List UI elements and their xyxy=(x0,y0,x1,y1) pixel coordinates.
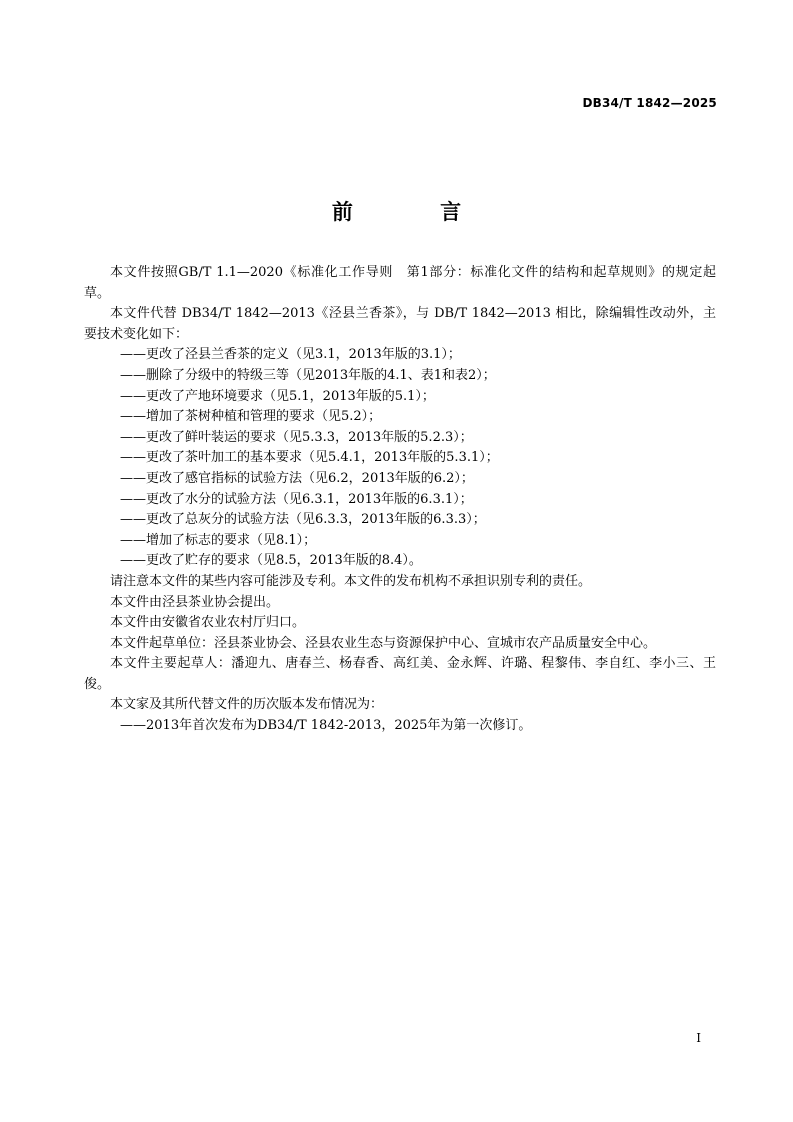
change-item: ——增加了茶树种植和管理的要求（见5.2）； xyxy=(120,409,382,425)
change-item: ——更改了泾县兰香茶的定义（见3.1，2013年版的3.1）； xyxy=(120,347,461,363)
paragraph-patent-notice: 请注意本文件的某些内容可能涉及专利。本文件的发布机构不承担识别专利的责任。 xyxy=(110,573,592,589)
change-item: ——更改了产地环境要求（见5.1，2013年版的5.1）； xyxy=(120,388,435,404)
change-item: ——更改了感官指标的试验方法（见6.2，2013年版的6.2）； xyxy=(120,470,474,486)
document-code: DB34/T 1842—2025 xyxy=(582,96,717,110)
change-item: ——更改了水分的试验方法（见6.3.1，2013年版的6.3.1）； xyxy=(120,491,473,507)
foreword-body xyxy=(84,263,716,737)
paragraph-replacement: 本文件代替 DB34/T 1842—2013《泾县兰香茶》，与 DB/T 1842—2013 相比，除编辑性改动外，主要技术变化如下： xyxy=(84,306,716,342)
change-item: ——更改了鲜叶装运的要求（见5.3.3，2013年版的5.2.3）； xyxy=(120,429,473,445)
change-item: ——增加了标志的要求（见8.1）； xyxy=(120,532,317,548)
page-title: 前 言 xyxy=(331,200,502,224)
change-item: ——更改了贮存的要求（见8.5，2013年版的8.4）。 xyxy=(120,553,422,569)
page-number: I xyxy=(696,1031,701,1045)
paragraph-version-history: 本文家及其所代替文件的历次版本发布情况为： xyxy=(110,697,384,713)
change-item: ——更改了茶叶加工的基本要求（见5.4.1，2013年版的5.3.1）； xyxy=(120,450,499,466)
paragraph-drafting-rules: 本文件按照GB/T 1.1—2020《标准化工作导则 第1部分：标准化文件的结构和起草规则》的规定起草。 xyxy=(84,265,716,301)
change-item: ——删除了分级中的特级三等（见2013年版的4.1、表1和表2）； xyxy=(120,367,496,383)
paragraph-drafting-units: 本文件起草单位：泾县茶业协会、泾县农业生态与资源保护中心、宣城市农产品质量安全中心。 xyxy=(110,635,657,651)
history-item: ——2013年首次发布为DB34/T 1842-2013，2025年为第一次修订。 xyxy=(120,718,532,734)
paragraph-administrator: 本文件由安徽省农业农村厅归口。 xyxy=(110,615,306,631)
change-item: ——更改了总灰分的试验方法（见6.3.3，2013年版的6.3.3）； xyxy=(120,512,486,528)
paragraph-drafters: 本文件主要起草人：潘迎九、唐春兰、杨春香、高红美、金永辉、许璐、程黎伟、李自红、李小三、王俊。 xyxy=(84,656,716,692)
paragraph-proposer: 本文件由泾县茶业协会提出。 xyxy=(110,594,280,610)
